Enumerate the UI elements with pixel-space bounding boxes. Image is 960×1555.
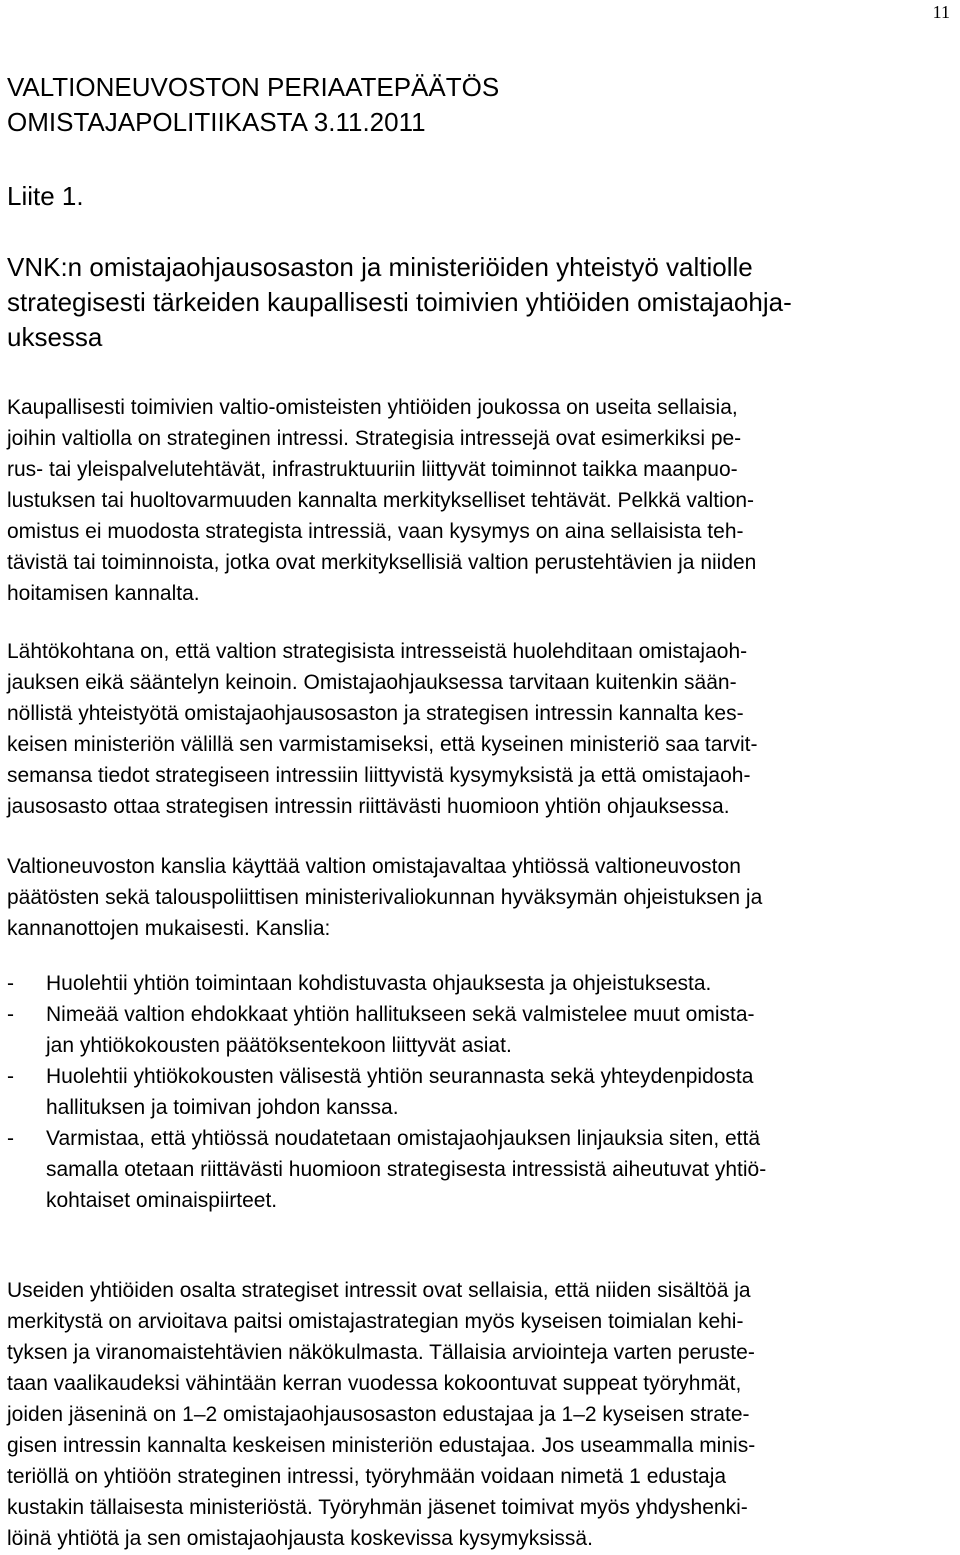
paragraph-line: tävistä tai toiminnoista, jotka ovat merkityksellisiä valtion perustehtävien ja niiden [7, 551, 757, 574]
section-heading-line: uksessa [7, 322, 103, 352]
paragraph-line: tyksen ja viranomaistehtävien näkökulmasta. Tällaisia arviointeja varten peruste- [7, 1341, 755, 1364]
list-item-line: Huolehtii yhtiön toimintaan kohdistuvasta ohjauksesta ja ohjeistuksesta. [46, 972, 712, 995]
paragraph-line: Kaupallisesti toimivien valtio-omisteisten yhtiöiden joukossa on useita sellaisia, [7, 396, 738, 419]
paragraph-line: jauksen eikä sääntelyn keinoin. Omistajaohjauksessa tarvitaan kuitenkin sään- [7, 671, 737, 694]
paragraph-line: Valtioneuvoston kanslia käyttää valtion omistajavaltaa yhtiössä valtioneuvoston [7, 855, 741, 878]
paragraph-line: omistus ei muodosta strategista intressiä, vaan kysymys on aina sellaisista teh- [7, 520, 744, 543]
paragraph-line: gisen intressin kannalta keskeisen ministeriön edustajaa. Jos useammalla minis- [7, 1434, 756, 1457]
paragraph-working-groups [7, 1275, 955, 1554]
paragraph-line: jausosasto ottaa strategisen intressin riittävästi huomioon yhtiön ohjauksessa. [7, 795, 730, 818]
list-dash: - [7, 1065, 14, 1088]
paragraph-line: merkitystä on arvioitava paitsi omistajastrategian myös kyseisen toimialan kehi- [7, 1310, 744, 1333]
section-heading [7, 250, 952, 355]
document-title-line: OMISTAJAPOLITIIKASTA 3.11.2011 [7, 107, 426, 137]
paragraph-line: kannanottojen mukaisesti. Kanslia: [7, 917, 331, 940]
list-dash: - [7, 1127, 14, 1150]
paragraph-line: nöllistä yhteistyötä omistajaohjausosaston ja strategisen intressin kannalta kes- [7, 702, 744, 725]
list-item-line: hallituksen ja toimivan johdon kanssa. [46, 1096, 399, 1119]
list-item-line: Varmistaa, että yhtiössä noudatetaan omistajaohjauksen linjauksia siten, että [46, 1127, 761, 1150]
paragraph-line: löinä yhtiötä ja sen omistajaohjausta koskevissa kysymyksissä. [7, 1527, 593, 1550]
list-item [7, 1123, 955, 1216]
paragraph-line: Lähtökohtana on, että valtion strategisista intresseistä huolehditaan omistajaoh- [7, 640, 748, 663]
list-dash: - [7, 1003, 14, 1026]
paragraph-line: keisen ministeriön välillä sen varmistamiseksi, että kyseinen ministeriö saa tarvit- [7, 733, 758, 756]
paragraph-line: taan vaalikaudeksi vähintään kerran vuodessa kokoontuvat suppeat työryhmät, [7, 1372, 742, 1395]
paragraph-line: teriöllä on yhtiöön strateginen intressi, työryhmään voidaan nimetä 1 edustaja [7, 1465, 727, 1488]
list-item [7, 1061, 955, 1123]
paragraph-line: päätösten sekä talouspoliittisen ministerivaliokunnan hyväksymän ohjeistuksen ja [7, 886, 763, 909]
paragraph-chancellery [7, 851, 955, 944]
paragraph-starting-point [7, 636, 955, 822]
list-item [7, 999, 955, 1061]
annex-label: Liite 1. [7, 181, 84, 211]
paragraph-line: hoitamisen kannalta. [7, 582, 200, 605]
paragraph-line: kustakin tällaisesta ministeriöstä. Työryhmän jäsenet toimivat myös yhdyshenki- [7, 1496, 748, 1519]
page-number: 11 [932, 2, 950, 22]
paragraph-line: joihin valtiolla on strateginen intressi. Strategisia intressejä ovat esimerkiksi pe- [7, 427, 742, 450]
document-title [7, 70, 499, 140]
list-item-line: samalla otetaan riittävästi huomioon strategisesta intressistä aiheutuvat yhtiö- [46, 1158, 767, 1181]
paragraph-line: lustuksen tai huoltovarmuuden kannalta merkitykselliset tehtävät. Pelkkä valtion- [7, 489, 755, 512]
section-heading-line: strategisesti tärkeiden kaupallisesti toimivien yhtiöiden omistajaohja- [7, 287, 792, 317]
section-heading-line: VNK:n omistajaohjausosaston ja ministeriöiden yhteistyö valtiolle [7, 252, 753, 282]
document-title-line: VALTIONEUVOSTON PERIAATEPÄÄTÖS [7, 72, 500, 102]
list-dash: - [7, 972, 14, 995]
paragraph-line: Useiden yhtiöiden osalta strategiset intressit ovat sellaisia, että niiden sisältöä ja [7, 1279, 751, 1302]
list-item-line: kohtaiset ominaispiirteet. [46, 1189, 278, 1212]
list-item-line: Huolehtii yhtiökokousten välisestä yhtiön seurannasta sekä yhteydenpidosta [46, 1065, 754, 1088]
chancellery-task-list [7, 968, 955, 1216]
paragraph-strategic-interest [7, 392, 955, 609]
paragraph-line: semansa tiedot strategiseen intressiin liittyvistä kysymyksistä ja että omistajaoh- [7, 764, 751, 787]
paragraph-line: rus- tai yleispalvelutehtävät, infrastruktuuriin liittyvät toiminnot taikka maanpuo- [7, 458, 738, 481]
paragraph-line: joiden jäseninä on 1–2 omistajaohjausosaston edustajaa ja 1–2 kyseisen strate- [7, 1403, 750, 1426]
list-item [7, 968, 955, 999]
list-item-line: jan yhtiökokousten päätöksentekoon liittyvät asiat. [46, 1034, 512, 1057]
list-item-line: Nimeää valtion ehdokkaat yhtiön hallitukseen sekä valmistelee muut omista- [46, 1003, 755, 1026]
